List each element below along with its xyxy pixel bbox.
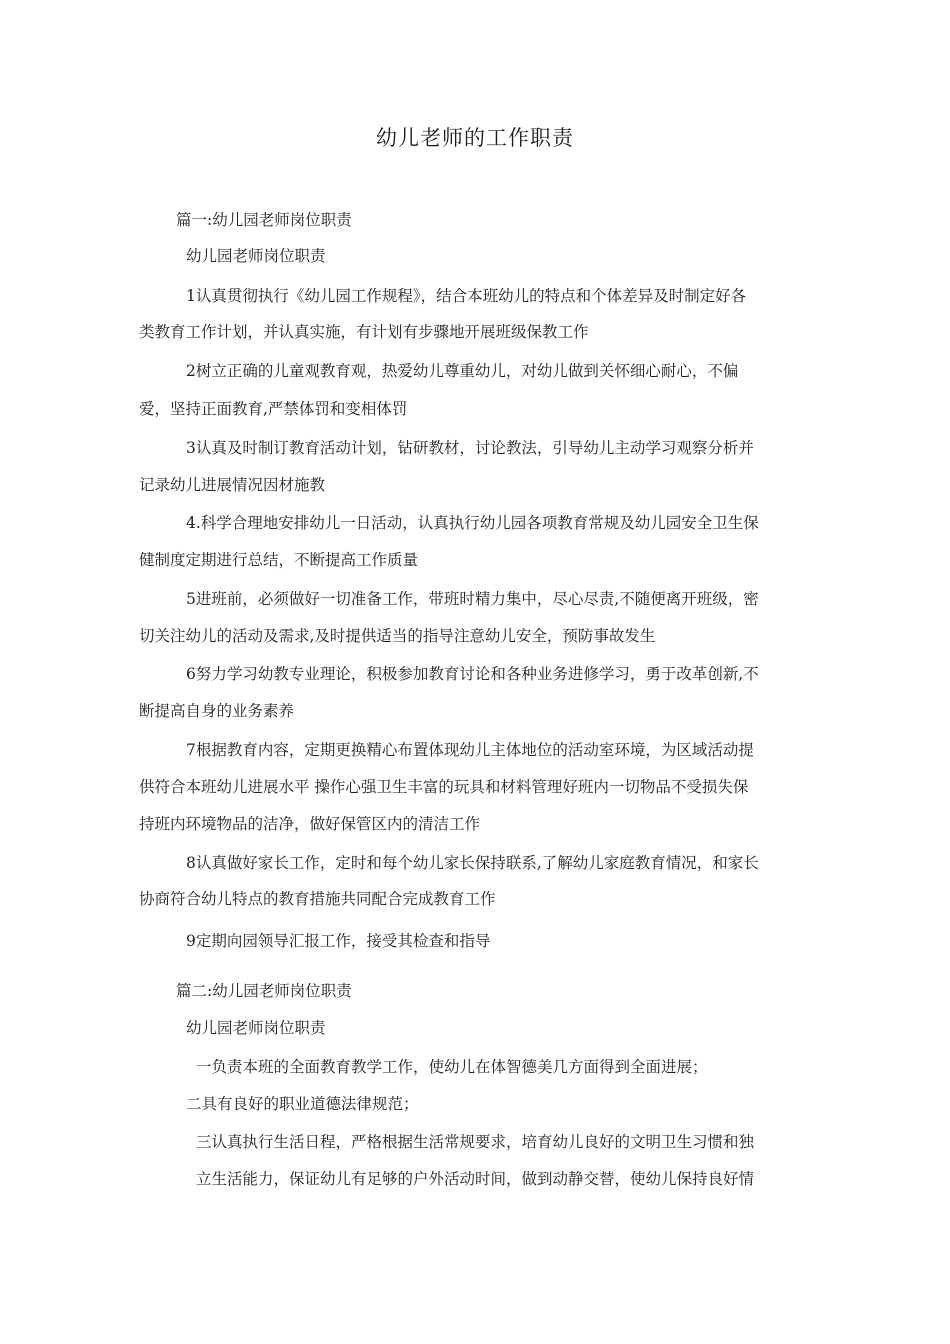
item-line: 记录幼儿进展情况因材施教 — [139, 476, 326, 494]
item-line: 持班内环境物品的洁净，做好保管区内的清洁工作 — [139, 815, 481, 833]
section-subheading: 幼儿园老师岗位职责 — [186, 1019, 326, 1037]
item-line: 5进班前，必须做好一切准备工作，带班时精力集中，尽心尽责,不随便离开班级，密 — [186, 590, 759, 608]
item-line: 7根据教育内容，定期更换精心布置体现幼儿主体地位的活动室环境，为区域活动提 — [186, 741, 754, 759]
item-line: 4.科学合理地安排幼儿一日活动，认真执行幼儿园各项教育常规及幼儿园安全卫生保 — [186, 514, 759, 532]
item-line: 9定期向园领导汇报工作，接受其检查和指导 — [186, 932, 491, 950]
item-line: 健制度定期进行总结，不断提高工作质量 — [139, 551, 419, 569]
item-line: 爱，坚持正面教育,严禁体罚和变相体罚 — [139, 400, 408, 418]
item-line: 2树立正确的儿童观教育观，热爱幼儿尊重幼儿，对幼儿做到关怀细心耐心，不偏 — [186, 362, 739, 380]
section-heading: 篇一:幼儿园老师岗位职责 — [176, 211, 352, 229]
list-item: 二具有良好的职业道德法律规范； — [186, 1095, 419, 1113]
item-line: 立生活能力，保证幼儿有足够的户外活动时间，做到动静交替，使幼儿保持良好情 — [196, 1170, 755, 1188]
item-line: 6努力学习幼教专业理论，积极参加教育讨论和各种业务进修学习，勇于改革创新,不 — [186, 665, 759, 683]
item-line: 8认真做好家长工作，定时和每个幼儿家长保持联系,了解幼儿家庭教育情况，和家长 — [186, 854, 759, 872]
item-line: 断提高自身的业务素养 — [139, 702, 295, 720]
section-subheading: 幼儿园老师岗位职责 — [186, 247, 326, 265]
item-line: 类教育工作计划，并认真实施，有计划有步骤地开展班级保教工作 — [139, 323, 589, 341]
item-line: 三认真执行生活日程，严格根据生活常规要求，培育幼儿良好的文明卫生习惯和独 — [196, 1133, 755, 1151]
section-heading: 篇二:幼儿园老师岗位职责 — [176, 982, 352, 1000]
item-line: 协商符合幼儿特点的教育措施共同配合完成教育工作 — [139, 890, 496, 908]
item-line: 3认真及时制订教育活动计划，钻研教材，讨论教法，引导幼儿主动学习观察分析并 — [186, 439, 754, 457]
item-line: 切关注幼儿的活动及需求,及时提供适当的指导注意幼儿安全，预防事故发生 — [139, 627, 656, 645]
document-title: 幼儿老师的工作职责 — [376, 126, 574, 150]
item-line: 1认真贯彻执行《幼儿园工作规程》，结合本班幼儿的特点和个体差异及时制定好各 — [186, 287, 747, 305]
list-item: 一负责本班的全面教育教学工作，使幼儿在体智德美几方面得到全面进展； — [196, 1058, 708, 1076]
item-line: 供符合本班幼儿进展水平 操作心强卫生丰富的玩具和材料管理好班内一切物品不受损失保 — [139, 778, 749, 796]
